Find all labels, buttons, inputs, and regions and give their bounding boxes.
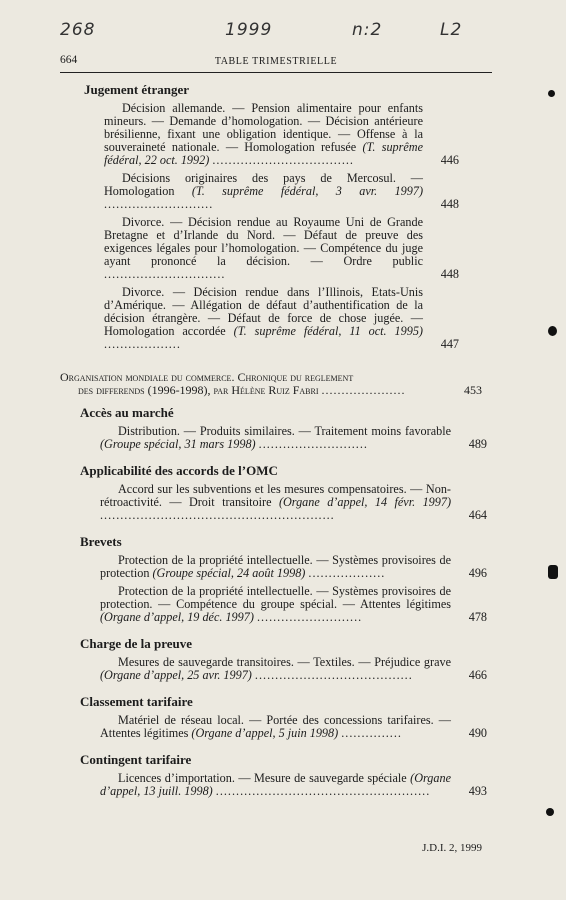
index-entry: Décision allemande. — Pension alimentaire pour enfants mineurs. — Demande d’homologation. — Décision antérieure brésilienne, fixant une obligation identique. — Offense à la souveraineté nationale. — Homologation refusée (T. suprême fédéral, 22 oct. 1992) ................................... 446 [104, 101, 459, 167]
running-header [60, 52, 492, 73]
index-entry: Protection de la propriété intellectuelle. — Systèmes provisoires de protection. — Compétence du groupe spécial. — Attentes légitimes (Organe d’appel, 19 déc. 1997) .......................... 478 [100, 584, 487, 624]
entry-page: 448 [440, 267, 459, 281]
section-title: Applicabilité des accords de l’OMC [80, 463, 278, 478]
entry-page: 466 [468, 668, 487, 682]
header-title: TABLE TRIMESTRIELLE [214, 56, 338, 67]
index-entry: Accord sur les subventions et les mesures compensatoires. — Non-rétroactivité. — Droit transitoire (Organe d’appel, 14 févr. 1997) .......................................................... 464 [100, 482, 487, 522]
section-title: Jugement étranger [84, 82, 190, 97]
org-title-line1: Organisation mondiale du commerce. Chronique du reglement [60, 370, 354, 384]
index-entry: Divorce. — Décision rendue dans l’Illinois, Etats-Unis d’Amérique. — Allégation de défaut d’authentification de la décision étrangère. — Défaut de force de chose jugée. — Homologation accordée (T. suprême fédéral, 11 oct. 1995) ................... 447 [104, 285, 459, 351]
entry-page: 489 [468, 437, 487, 451]
section-charge-de-la-preuve [80, 636, 487, 682]
index-entry: Divorce. — Décision rendue au Royaume Uni de Grande Bretagne et d’Irlande du Nord. — Défaut de preuve des exigences légales pour l’homologation. — Compétence du juge ayant prononcé la décision. — Ordre public .............................. 448 [104, 215, 459, 281]
index-entry: Distribution. — Produits similaires. — Traitement moins favorable (Groupe spécial, 31 mars 1998) ........................... 489 [100, 424, 487, 451]
org-author: Ruiz Fabri [268, 383, 319, 397]
index-entry: Mesures de sauvegarde transitoires. — Textiles. — Préjudice grave (Organe d’appel, 25 avr. 1997) ....................................... 466 [100, 655, 487, 682]
section-contingent-tarifaire [80, 752, 487, 798]
entry-page: 496 [468, 566, 487, 580]
section-title: Brevets [80, 534, 122, 549]
index-content [0, 82, 566, 803]
footer-citation: J.D.I. 2, 1999 [422, 842, 482, 854]
entry-page: 490 [468, 726, 487, 740]
entry-page: 448 [440, 197, 459, 211]
entry-page: 478 [468, 610, 487, 624]
entry-page: 493 [468, 784, 487, 798]
section-title: Accès au marché [80, 405, 174, 420]
ink-speck [548, 326, 557, 336]
section-title: Contingent tarifaire [80, 752, 192, 767]
ink-speck [548, 565, 558, 579]
section-jugement-etranger [84, 82, 459, 351]
org-page: 453 [464, 383, 482, 397]
org-entry: Organisation mondiale du commerce. Chronique du reglement des differends (1996-1998), par Hélène Ruiz Fabri ..................... 453 [60, 370, 482, 397]
handwritten-note-1999: 1999 [225, 20, 273, 40]
handwritten-note-issue: n:2 [352, 20, 383, 40]
index-entry: Décisions originaires des pays de Mercosul. — Homologation (T. suprême fédéral, 3 avr. 1997) ........................... 448 [104, 171, 459, 211]
section-title: Charge de la preuve [80, 636, 193, 651]
org-title-line2: des differends (1996-1998), par Hélène [78, 383, 266, 397]
handwritten-note-268: 268 [60, 20, 96, 40]
handwritten-note-l2: L2 [440, 20, 463, 40]
ink-speck [548, 90, 555, 97]
section-classement-tarifaire [80, 694, 487, 740]
section-applicabilite [80, 463, 487, 522]
section-title: Classement tarifaire [80, 694, 193, 709]
index-entry: Licences d’importation. — Mesure de sauvegarde spéciale (Organe d’appel, 13 juill. 1998) ..................................................... 493 [100, 771, 487, 798]
section-acces-au-marche [80, 405, 487, 451]
index-entry: Protection de la propriété intellectuelle. — Systèmes provisoires de protection (Groupe spécial, 24 août 1998) ................... 496 [100, 553, 487, 580]
ink-speck [546, 808, 554, 816]
entry-page: 446 [440, 153, 459, 167]
entry-page: 464 [468, 508, 487, 522]
index-entry: Matériel de réseau local. — Portée des concessions tarifaires. — Attentes légitimes (Organe d’appel, 5 juin 1998) ............... 490 [100, 713, 487, 740]
entry-page: 447 [440, 337, 459, 351]
section-brevets [80, 534, 487, 624]
header-page-number: 664 [60, 54, 78, 66]
